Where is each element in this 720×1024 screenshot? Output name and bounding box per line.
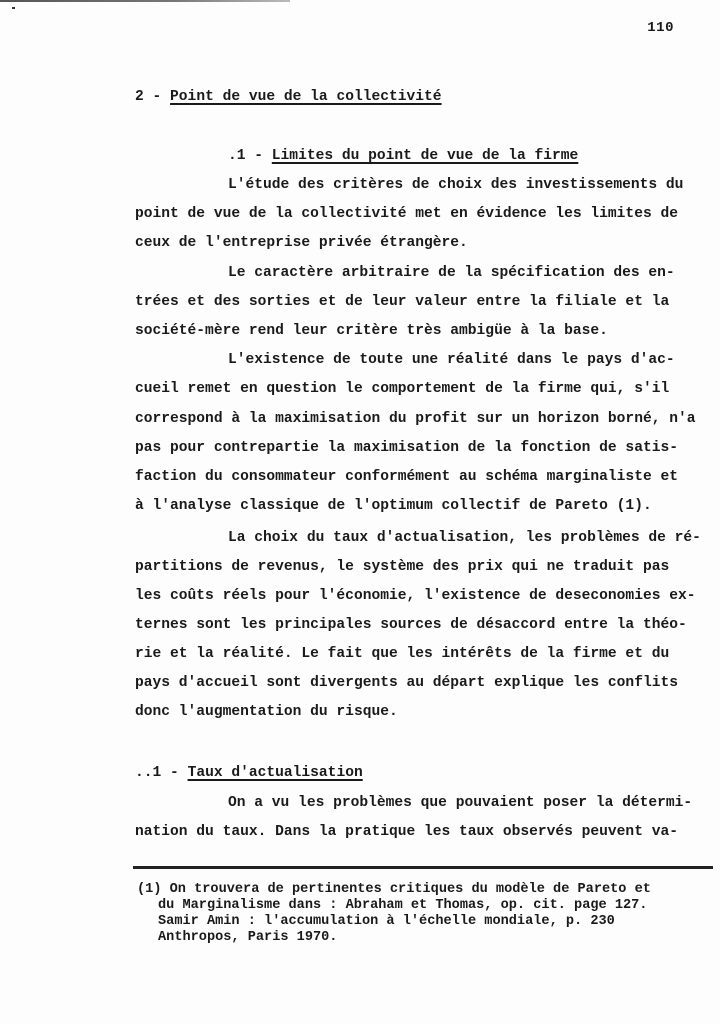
scan-edge-artifact xyxy=(0,0,290,2)
paragraph-line: correspond à la maximisation du profit sur un horizon borné, n'a xyxy=(135,411,696,427)
paragraph-line: donc l'augmentation du risque. xyxy=(135,704,398,720)
paragraph-line: les coûts réels pour l'économie, l'existence de deseconomies ex- xyxy=(135,588,696,604)
paragraph-line: pays d'accueil sont divergents au départ explique les conflits xyxy=(135,675,678,691)
paragraph-line: société-mère rend leur critère très ambigüe à la base. xyxy=(135,323,608,339)
footnote-line: Samir Amin : l'accumulation à l'échelle mondiale, p. 230 xyxy=(158,914,615,929)
subsection-title: Taux d'actualisation xyxy=(187,765,363,781)
paragraph-line: La choix du taux d'actualisation, les problèmes de ré- xyxy=(228,530,701,546)
subsection-heading xyxy=(135,764,363,782)
paragraph-line: rie et la réalité. Le fait que les intérêts de la firme et du xyxy=(135,646,670,662)
subsection-title: Limites du point de vue de la firme xyxy=(271,148,579,164)
paragraph-line: point de vue de la collectivité met en évidence les limites de xyxy=(135,206,678,222)
paragraph-line: L'étude des critères de choix des investissements du xyxy=(228,177,684,193)
page-number: 110 xyxy=(647,20,674,36)
subsection-number: ..1 - xyxy=(135,765,179,781)
paragraph-line: L'existence de toute une réalité dans le pays d'ac- xyxy=(228,352,675,368)
footnote-line: du Marginalisme dans : Abraham et Thomas, op. cit. page 127. xyxy=(158,898,648,913)
footnote-line: Anthropos, Paris 1970. xyxy=(158,930,338,945)
subsection-number: .1 - xyxy=(228,148,264,164)
paragraph-line: nation du taux. Dans la pratique les taux observés peuvent va- xyxy=(135,824,678,840)
paragraph-line: ceux de l'entreprise privée étrangère. xyxy=(135,235,468,251)
section-number: 2 - xyxy=(135,89,162,105)
paragraph-line: à l'analyse classique de l'optimum collectif de Pareto (1). xyxy=(135,498,652,514)
paragraph-line: cueil remet en question le comportement de la firme qui, s'il xyxy=(135,381,670,397)
paragraph-line: trées et des sorties et de leur valeur entre la filiale et la xyxy=(135,294,670,310)
subsection-heading xyxy=(228,147,578,165)
paragraph-line: pas pour contrepartie la maximisation de la fonction de satis- xyxy=(135,440,678,456)
paragraph-line: faction du consommateur conformément au schéma marginaliste et xyxy=(135,469,678,485)
paragraph-line: partitions de revenus, le système des prix qui ne traduit pas xyxy=(135,559,670,575)
scan-speck xyxy=(12,7,15,9)
section-heading xyxy=(135,88,442,106)
footnote-separator xyxy=(133,866,713,869)
paragraph-line: On a vu les problèmes que pouvaient poser la détermi- xyxy=(228,795,693,811)
footnote-line: (1) On trouvera de pertinentes critiques du modèle de Pareto et xyxy=(137,882,651,897)
section-title: Point de vue de la collectivité xyxy=(170,89,442,105)
paragraph-line: ternes sont les principales sources de désaccord entre la théo- xyxy=(135,617,687,633)
paragraph-line: Le caractère arbitraire de la spécification des en- xyxy=(228,265,675,281)
